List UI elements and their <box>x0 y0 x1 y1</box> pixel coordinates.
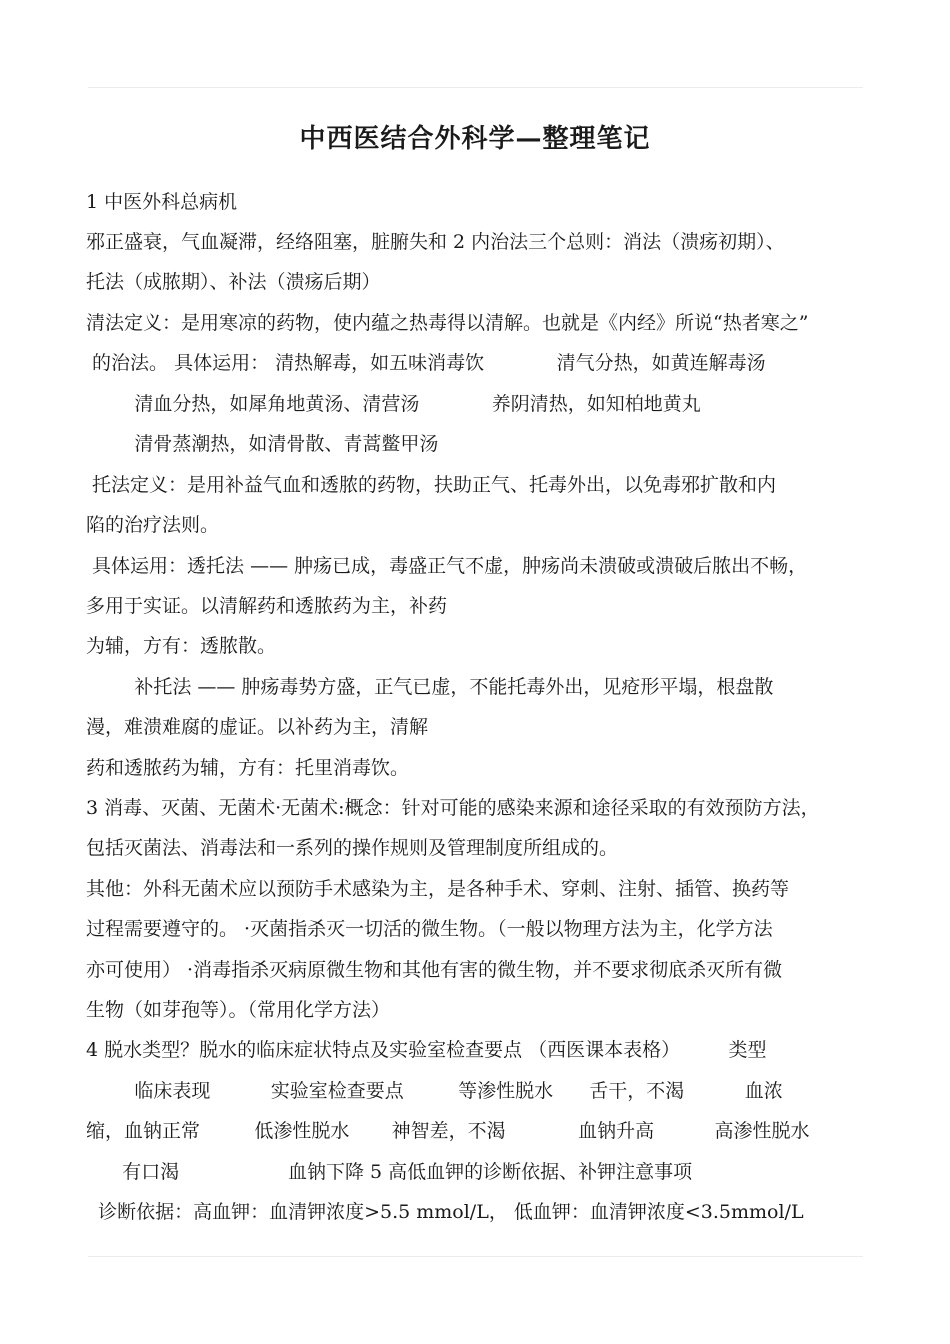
text-line: 清骨蒸潮热，如清骨散、青蒿鳖甲汤 <box>86 433 439 455</box>
text-line: 过程需要遵守的。 ·灭菌指杀灭一切活的微生物。（一般以物理方法为主，化学方法 <box>86 918 773 940</box>
text-line: 多用于实证。以清解药和透脓药为主，补药 <box>86 595 448 617</box>
text-line: 药和透脓药为辅，方有：托里消毒饮。 <box>86 757 410 779</box>
text-line: 具体运用：透托法 —— 肿疡已成，毒盛正气不虚，肿疡尚未溃破或溃破后脓出不畅， <box>86 555 808 577</box>
text-line: 3 消毒、灭菌、无菌术·无菌术:概念：针对可能的感染来源和途径采取的有效预防方法， <box>86 797 820 819</box>
text-line: 的治法。 具体运用： 清热解毒，如五味消毒饮 清气分热，如黄连解毒汤 <box>86 352 766 374</box>
text-line: 诊断依据：高血钾：血清钾浓度>5.5 mmol/L， 低血钾：血清钾浓度<3.5mmol/L <box>86 1201 804 1223</box>
text-line: 包括灭菌法、消毒法和一系列的操作规则及管理制度所组成的。 <box>86 837 619 859</box>
text-line: 为辅，方有：透脓散。 <box>86 635 277 657</box>
top-divider <box>88 87 863 88</box>
text-line: 临床表现 实验室检查要点 等渗性脱水 舌干，不渴 血浓 <box>86 1080 783 1102</box>
bottom-divider <box>88 1256 863 1257</box>
text-line: 陷的治疗法则。 <box>86 514 220 536</box>
text-line: 有口渴 血钠下降 5 高低血钾的诊断依据、补钾注意事项 <box>86 1161 693 1183</box>
text-line: 1 中医外科总病机 <box>86 191 238 213</box>
text-line: 缩，血钠正常 低渗性脱水 神智差，不渴 血钠升高 高渗性脱水 <box>86 1120 810 1142</box>
text-line: 邪正盛衰，气血凝滞，经络阻塞，脏腑失和 2 内治法三个总则：消法（溃疡初期）、 <box>86 231 785 253</box>
text-line: 托法（成脓期）、补法（溃疡后期） <box>86 271 381 293</box>
page-title: 中西医结合外科学—整理笔记 <box>299 124 651 154</box>
text-line: 亦可使用） ·消毒指杀灭病原微生物和其他有害的微生物，并不要求彻底杀灭所有微 <box>86 959 783 981</box>
text-line: 4 脱水类型？脱水的临床症状特点及实验室检查要点 （西医课本表格） 类型 <box>86 1039 767 1061</box>
text-line: 补托法 —— 肿疡毒势方盛，正气已虚，不能托毒外出，见疮形平塌，根盘散 <box>86 676 774 698</box>
text-line: 生物（如芽孢等）。（常用化学方法） <box>86 999 391 1021</box>
text-line: 托法定义：是用补益气血和透脓的药物，扶助正气、托毒外出，以免毒邪扩散和内 <box>86 474 777 496</box>
text-line: 漫，难溃难腐的虚证。以补药为主，清解 <box>86 716 429 738</box>
text-line: 清血分热，如犀角地黄汤、清营汤 养阴清热，如知柏地黄丸 <box>86 393 701 415</box>
text-line: 其他：外科无菌术应以预防手术感染为主，是各种手术、穿刺、注射、插管、换药等 <box>86 878 790 900</box>
text-line: 清法定义：是用寒凉的药物，使内蕴之热毒得以清解。也就是《内经》所说“热者寒之” <box>86 312 809 334</box>
